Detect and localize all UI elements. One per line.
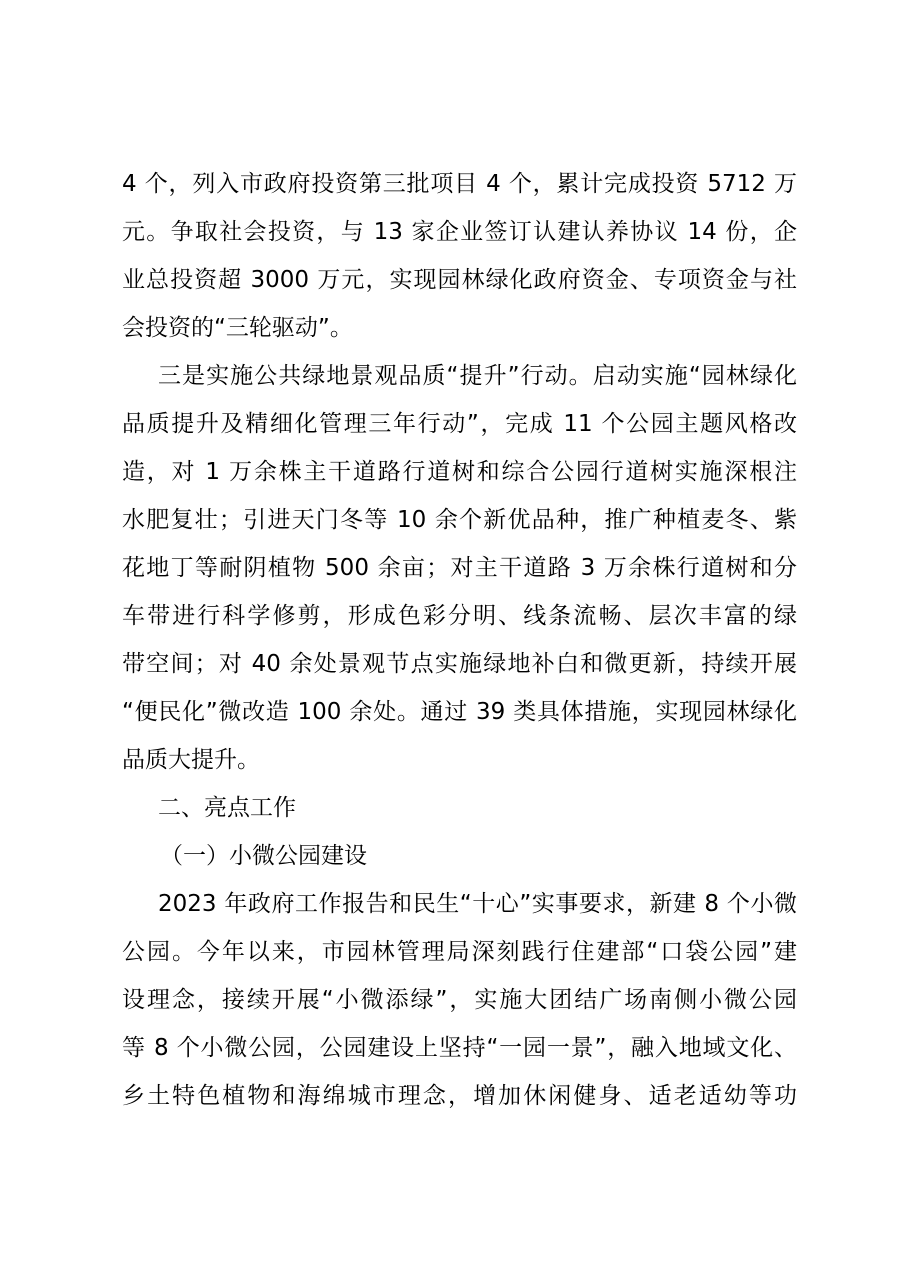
text-line: 设理念，接续开展“小微添绿”，实施大团结广场南侧小微公园: [122, 987, 797, 1013]
text-line: 元。争取社会投资，与 13 家企业签订认建认养协议 14 份，企: [122, 219, 797, 245]
section-heading: 二、亮点工作: [158, 795, 296, 821]
text-line: “便民化”微改造 100 余处。通过 39 类具体措施，实现园林绿化: [122, 699, 797, 725]
text-line: 乡土特色植物和海绵城市理念，增加休闲健身、适老适幼等功: [122, 1083, 797, 1109]
text-line: 公园。今年以来，市园林管理局深刻践行住建部“口袋公园”建: [122, 939, 797, 965]
text-line: 造，对 1 万余株主干道路行道树和综合公园行道树实施深根注: [122, 459, 797, 485]
text-line: 会投资的“三轮驱动”。: [122, 315, 353, 341]
paragraph-first-line: 三是实施公共绿地景观品质“提升”行动。启动实施“园林绿化: [158, 363, 797, 389]
text-line: 车带进行科学修剪，形成色彩分明、线条流畅、层次丰富的绿: [122, 603, 797, 629]
paragraph-first-line: 2023 年政府工作报告和民生“十心”实事要求，新建 8 个小微: [158, 891, 797, 917]
text-line: 品质提升及精细化管理三年行动”，完成 11 个公园主题风格改: [122, 411, 797, 437]
text-line: 水肥复壮；引进天门冬等 10 余个新优品种，推广种植麦冬、紫: [122, 507, 797, 533]
text-line: 4 个，列入市政府投资第三批项目 4 个，累计完成投资 5712 万: [122, 171, 797, 197]
text-line: 带空间；对 40 余处景观节点实施绿地补白和微更新，持续开展: [122, 651, 797, 677]
text-line: 等 8 个小微公园，公园建设上坚持“一园一景”，融入地域文化、: [122, 1035, 797, 1061]
subsection-heading: （一）小微公园建设: [160, 843, 367, 869]
text-line: 花地丁等耐阴植物 500 余亩；对主干道路 3 万余株行道树和分: [122, 555, 797, 581]
text-line: 品质大提升。: [122, 747, 260, 773]
text-line: 业总投资超 3000 万元，实现园林绿化政府资金、专项资金与社: [122, 267, 797, 293]
